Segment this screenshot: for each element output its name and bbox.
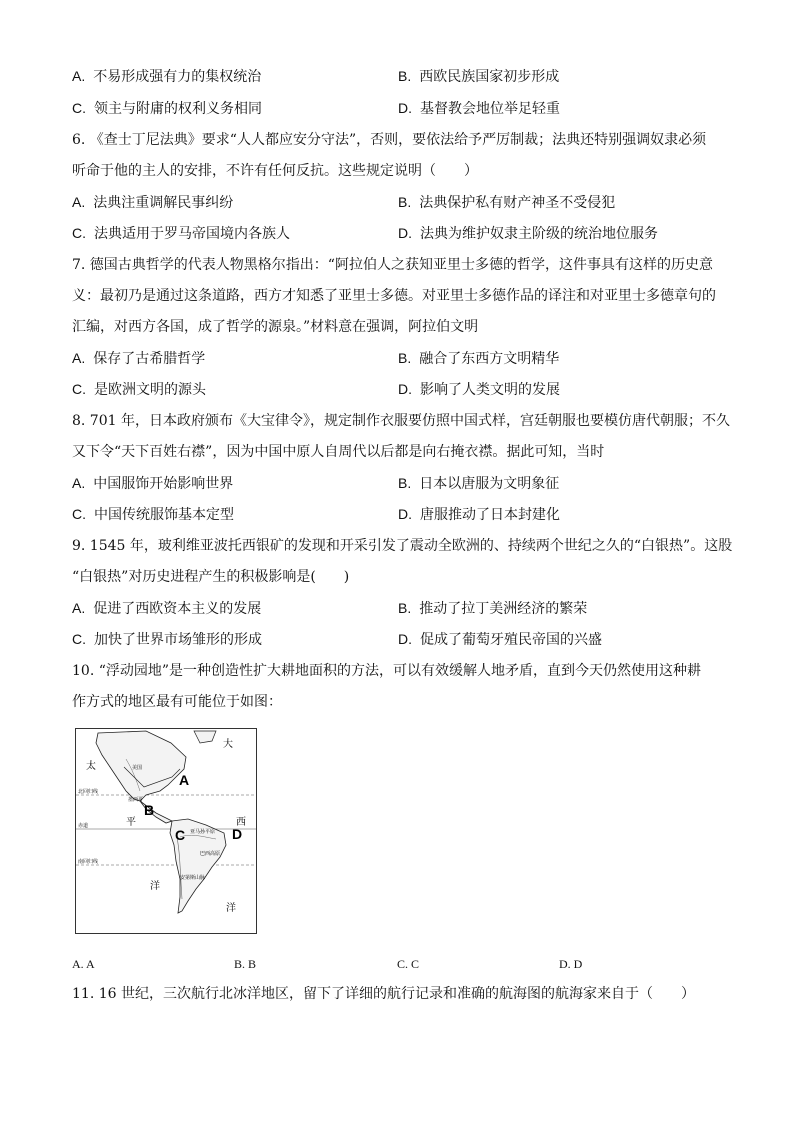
q10-answer-a: A. A [72, 957, 95, 971]
q7-option-c: C. 是欧洲文明的源头 [72, 381, 206, 398]
q6-stem-line: 听命于他的主人的安排，不许有任何反抗。这些规定说明（ ） [72, 163, 478, 179]
greenland-shape [194, 731, 216, 743]
q9-option-a: A. 促进了西欧资本主义的发展 [72, 600, 262, 617]
q8-stem-line: 又下令“天下百姓右襟”，因为中国中原人自周代以后都是向右掩衣襟。据此可知，当时 [72, 444, 605, 460]
q8-option-b: B. 日本以唐服为文明象征 [398, 475, 560, 492]
map-ocean-char: 西 [236, 817, 246, 828]
q6-option-d: D. 法典为维护奴隶主阶级的统治地位服务 [398, 225, 658, 242]
q7-option-a: A. 保存了古希腊哲学 [72, 350, 206, 367]
q7-option-b: B. 融合了东西方文明精华 [398, 350, 560, 367]
map-lat-label: 北回归线 [78, 789, 99, 795]
q10-answer-b: B. B [234, 957, 257, 971]
map-place-label: 美国 [132, 765, 143, 771]
map-label-a: A [179, 772, 190, 788]
map-place-label: 亚马孙平原 [190, 829, 216, 835]
q7-option-d: D. 影响了人类文明的发展 [398, 381, 560, 398]
q7-stem-line: 7. 德国古典哲学的代表人物黑格尔指出：“阿拉伯人之获知亚里士多德的哲学，这件事具有这样的历史意 [72, 257, 713, 273]
q8-option-c: C. 中国传统服饰基本定型 [72, 506, 234, 523]
q8-option-a: A. 中国服饰开始影响世界 [72, 475, 234, 492]
q5-option-c: C. 领主与附庸的权利义务相同 [72, 100, 262, 117]
q9-option-c: C. 加快了世界市场雏形的形成 [72, 631, 262, 648]
map-label-c: C [175, 827, 186, 843]
map-label-d: D [232, 826, 243, 842]
q6-option-b: B. 法典保护私有财产神圣不受侵犯 [398, 194, 616, 211]
map-lat-label: 南回归线 [78, 859, 99, 865]
q8-option-d: D. 唐服推动了日本封建化 [398, 506, 560, 523]
q10-stem-line: 作方式的地区最有可能位于如图： [72, 694, 282, 710]
map-lat-label: 赤道 [78, 823, 89, 829]
q5-option-a: A. 不易形成强有力的集权统治 [72, 68, 262, 85]
q9-option-d: D. 促成了葡萄牙殖民帝国的兴盛 [398, 631, 602, 648]
q10-answer-d: D. D [559, 957, 583, 971]
q9-stem-line: 9. 1545 年，玻利维亚波托西银矿的发现和开采引发了震动全欧洲的、持续两个世纪之久的“白银热”。这股 [72, 538, 733, 554]
map-ocean-char: 洋 [150, 881, 160, 892]
map-label-b: B [144, 802, 155, 818]
q7-stem-line: 汇编，对西方各国，成了哲学的源泉。”材料意在强调，阿拉伯文明 [72, 319, 479, 335]
map-ocean-char: 洋 [226, 903, 236, 914]
q9-stem-line: “白银热”对历史进程产生的积极影响是( ) [72, 569, 350, 585]
q10-answer-c: C. C [397, 957, 420, 971]
q11-stem-line: 11. 16 世纪，三次航行北冰洋地区，留下了详细的航行记录和准确的航海图的航海家来自于（ ） [72, 986, 695, 1002]
map-place-label: 巴西高原 [200, 851, 221, 857]
q5-option-d: D. 基督教会地位举足轻重 [398, 100, 560, 117]
q5-option-b: B. 西欧民族国家初步形成 [398, 68, 560, 85]
map-place-label: 安第斯山脉 [180, 875, 206, 881]
map-ocean-char: 平 [126, 817, 136, 828]
map-ocean-char: 大 [223, 739, 233, 750]
americas-map-svg [76, 729, 256, 933]
map-place-label: 墨西哥 [128, 797, 144, 803]
q7-stem-line: 义：最初乃是通过这条道路，西方才知悉了亚里士多德。对亚里士多德作品的译注和对亚里士多德章句的 [72, 288, 716, 304]
q6-option-c: C. 法典适用于罗马帝国境内各族人 [72, 225, 290, 242]
q6-option-a: A. 法典注重调解民事纠纷 [72, 194, 234, 211]
q6-stem-line: 6. 《查士丁尼法典》要求“人人都应安分守法”，否则，要依法给予严厉制裁；法典还特别强调奴隶必须 [72, 132, 707, 148]
q9-option-b: B. 推动了拉丁美洲经济的繁荣 [398, 600, 588, 617]
map-ocean-char: 太 [86, 761, 96, 772]
q10-stem-line: 10. “浮动园地”是一种创造性扩大耕地面积的方法，可以有效缓解人地矛盾，直到今天仍然使用这种耕 [72, 663, 702, 679]
q8-stem-line: 8. 701 年，日本政府颁布《大宝律令》，规定制作衣服要仿照中国式样，宫廷朝服也要模仿唐代朝服；不久 [72, 413, 730, 429]
americas-map [75, 728, 257, 934]
